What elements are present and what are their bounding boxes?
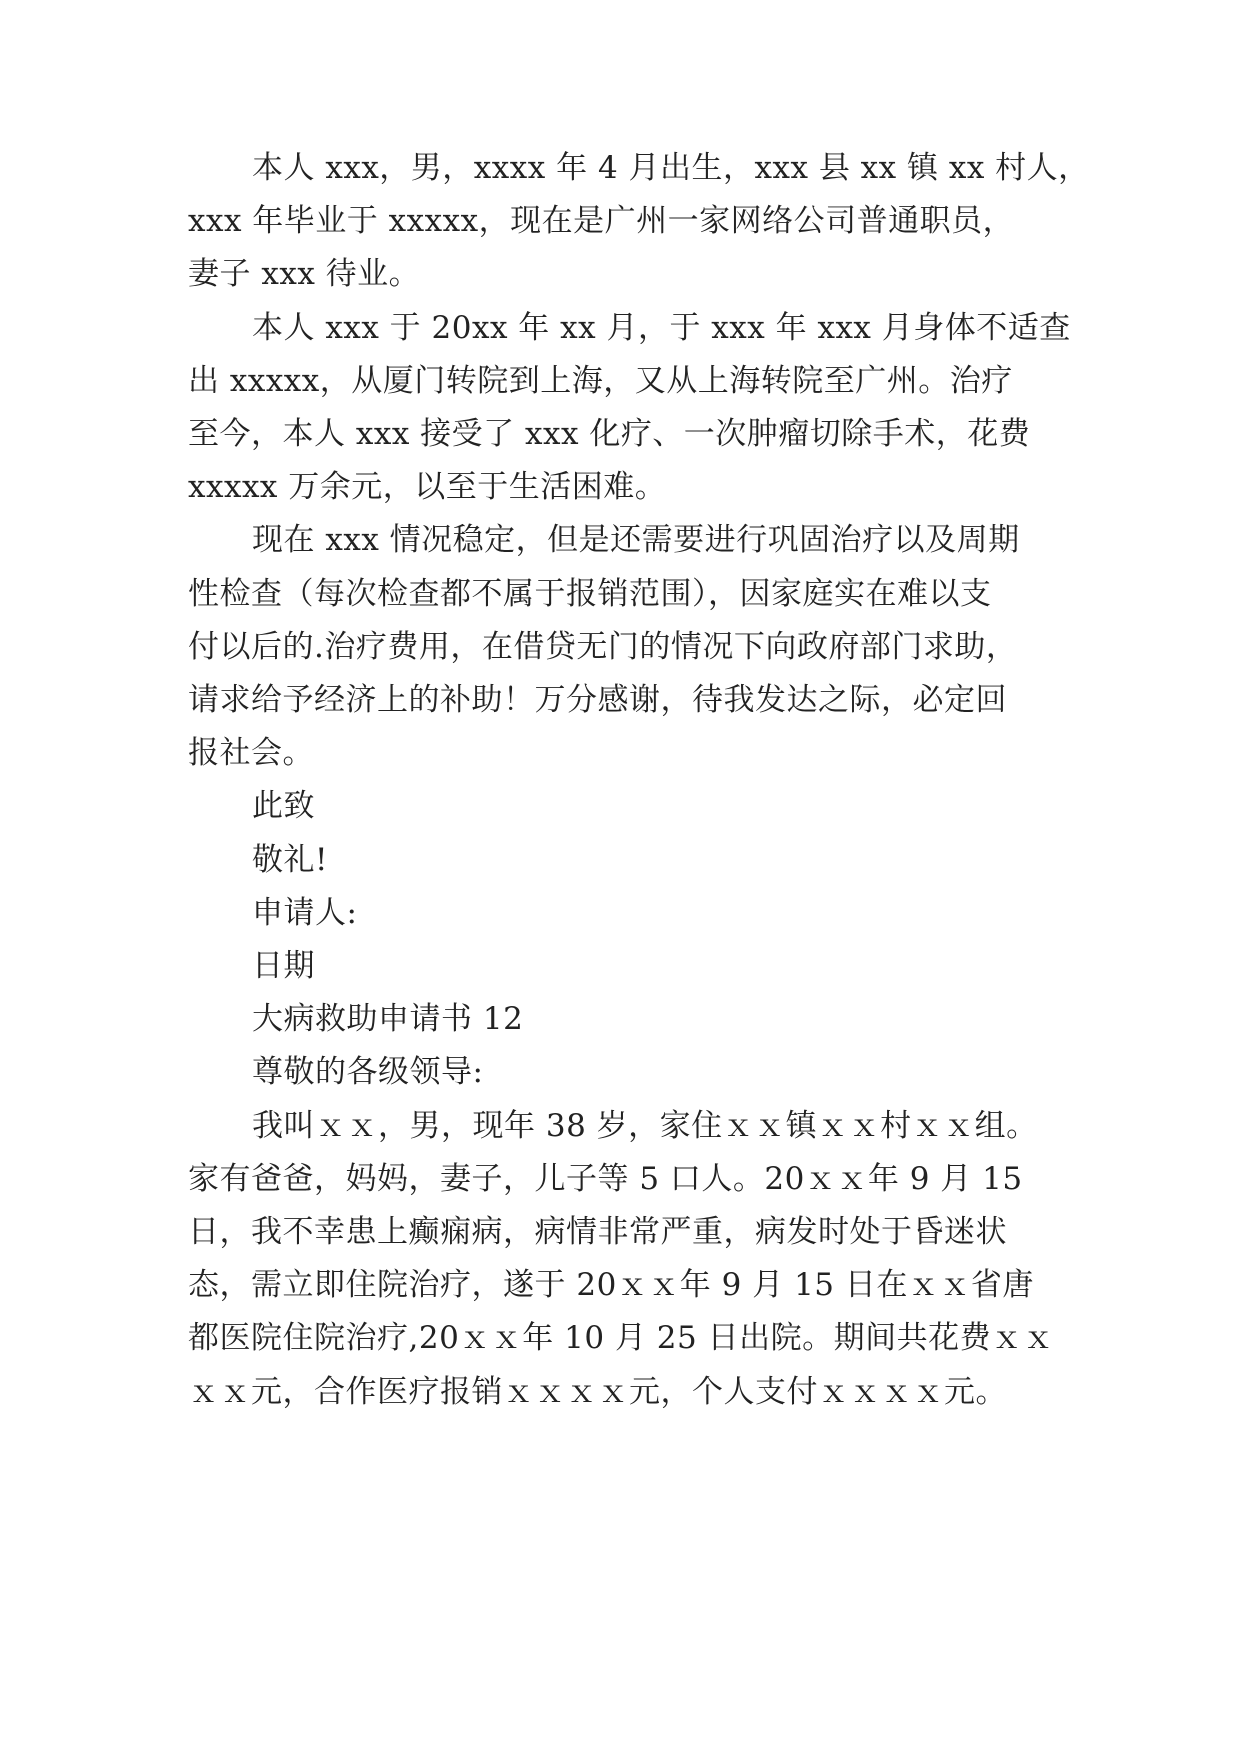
text-line: xxxxx 万余元，以至于生活困难。 [188, 469, 667, 505]
text-line: 都医院住院治疗,20ｘｘ年 10 月 25 日出院。期间共花费ｘｘ [188, 1320, 1055, 1356]
text-line: 报社会。 [188, 735, 314, 771]
text-line: 付以后的.治疗费用，在借贷无门的情况下向政府部门求助， [188, 629, 1018, 665]
text-line: 家有爸爸，妈妈，妻子，儿子等 5 口人。20ｘｘ年 9 月 15 [188, 1161, 1023, 1197]
text-line: 妻子 xxx 待业。 [188, 256, 421, 292]
text-line: xxx 年毕业于 xxxxx，现在是广州一家网络公司普通职员， [188, 203, 1015, 239]
closing-regards: 敬礼! [252, 842, 328, 878]
applicant-label: 申请人: [252, 895, 358, 931]
text-line: ｘｘ元，合作医疗报销ｘｘｘｘ元，个人支付ｘｘｘｘ元。 [188, 1374, 1007, 1410]
text-line: 至今，本人 xxx 接受了 xxx 化疗、一次肿瘤切除手术，花费 [188, 416, 1031, 452]
text-line: 日，我不幸患上癫痫病，病情非常严重，病发时处于昏迷状 [188, 1214, 1007, 1250]
text-line: 本人 xxx，男，xxxx 年 4 月出生，xxx 县 xx 镇 xx 村人， [252, 150, 1090, 186]
date-label: 日期 [252, 948, 315, 984]
text-line: 态，需立即住院治疗，遂于 20ｘｘ年 9 月 15 日在ｘｘ省唐 [188, 1267, 1034, 1303]
closing-salutation: 此致 [252, 788, 315, 824]
text-line: 我叫ｘｘ，男，现年 38 岁，家住ｘｘ镇ｘｘ村ｘｘ组。 [252, 1108, 1038, 1144]
text-line: 性检查（每次检查都不属于报销范围），因家庭实在难以支 [188, 576, 992, 612]
text-line: 请求给予经济上的补助！万分感谢，待我发达之际，必定回 [188, 682, 1007, 718]
text-line: 本人 xxx 于 20xx 年 xx 月，于 xxx 年 xxx 月身体不适查 [252, 310, 1071, 346]
text-line: 出 xxxxx，从厦门转院到上海，又从上海转院至广州。治疗 [188, 363, 1013, 399]
greeting: 尊敬的各级领导: [252, 1054, 484, 1090]
text-line: 现在 xxx 情况稳定，但是还需要进行巩固治疗以及周期 [252, 522, 1020, 558]
section-title: 大病救助申请书 12 [252, 1001, 524, 1037]
